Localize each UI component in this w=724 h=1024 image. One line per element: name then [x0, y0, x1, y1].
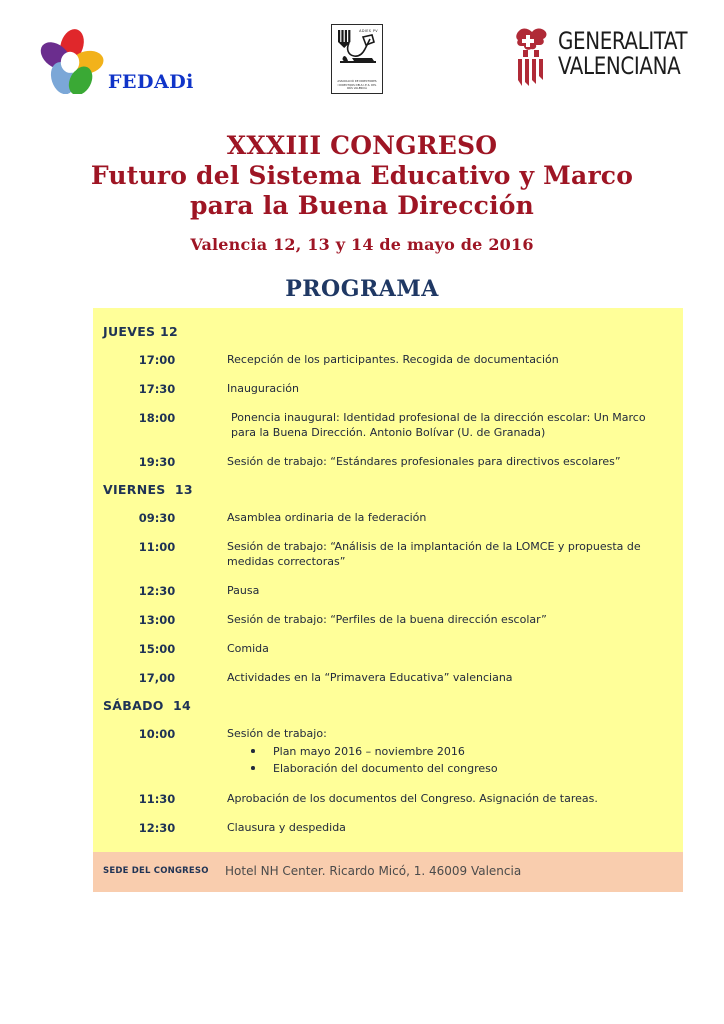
- gva-bat-crown-icon: [512, 26, 554, 88]
- program-row: [93, 374, 683, 403]
- program-row-description: [185, 612, 675, 627]
- program-row-text: Inauguración: [227, 382, 299, 395]
- program-row-time: 17:30: [138, 382, 176, 396]
- program-row-text: Ponencia inaugural: Identidad profesional de la dirección escolar: Un Marco para la Buena Dirección. Antonio Bolívar (U. de Granada): [231, 411, 646, 439]
- generalitat-valenciana-logo: [512, 26, 687, 88]
- program-table: [93, 308, 683, 892]
- program-row-text: Recepción de los participantes. Recogida de documentación: [227, 353, 559, 366]
- program-row-text: Aprobación de los documentos del Congreso. Asignación de tareas.: [227, 792, 598, 805]
- program-row-time: 15:00: [138, 642, 176, 656]
- day-heading: SÁBADO 14: [103, 698, 191, 713]
- program-row-description: [185, 410, 675, 440]
- program-row-text: Pausa: [227, 584, 260, 597]
- program-row: [93, 813, 683, 842]
- program-row-text: Sesión de trabajo:: [227, 727, 327, 740]
- program-row-time: 17,00: [138, 671, 176, 685]
- adies-emblem: [332, 25, 382, 71]
- gva-wordmark-line2: VALENCIANA: [558, 52, 681, 80]
- adies-title: ADIES PV: [359, 29, 378, 33]
- program-row-description: [185, 352, 675, 367]
- header-logo-band: [0, 0, 724, 115]
- adies-caption: [332, 80, 382, 91]
- program-row-description: [185, 454, 675, 469]
- bullet-icon: [251, 749, 255, 753]
- program-row: [93, 532, 683, 576]
- program-row: [93, 784, 683, 813]
- program-row-description: [185, 641, 675, 656]
- program-row: [93, 447, 683, 476]
- congress-title-line1: XXXIII CONGRESO: [226, 131, 498, 160]
- title-block: [0, 131, 724, 302]
- program-row-text: Clausura y despedida: [227, 821, 346, 834]
- congress-title-line3: para la Buena Dirección: [189, 191, 535, 220]
- program-row-time: 19:30: [138, 455, 176, 469]
- program-row: [93, 719, 683, 784]
- program-row-time: 11:30: [138, 792, 176, 806]
- program-row: [93, 576, 683, 605]
- adies-caption-line3: PAÍS VALENCIÀ: [347, 87, 367, 91]
- program-row: [93, 503, 683, 532]
- program-row-time: 09:30: [138, 511, 176, 525]
- program-row-time: 12:30: [138, 584, 176, 598]
- program-row-bullet-list: [227, 743, 665, 777]
- program-body: [93, 308, 683, 852]
- program-row-description: [185, 510, 675, 525]
- program-row-description: [185, 726, 675, 777]
- program-row: [93, 634, 683, 663]
- program-row-time: 17:00: [138, 353, 176, 367]
- program-row-description: [185, 670, 675, 685]
- adies-pv-logo: [331, 24, 383, 94]
- program-row-description: [185, 791, 675, 806]
- venue-label: SEDE DEL CONGRESO: [103, 866, 209, 876]
- program-row-description: [185, 381, 675, 396]
- adies-caption-line1: ASSOCIACIÓ DE DIRECTORES: [337, 80, 377, 84]
- program-row-description: [185, 539, 675, 569]
- program-row-text: Sesión de trabajo: “Estándares profesionales para directivos escolares”: [227, 455, 621, 468]
- fedadi-flower-icon: [38, 28, 106, 94]
- gva-wordmark-line1: GENERALITAT: [558, 27, 688, 55]
- program-row-text: Actividades en la “Primavera Educativa” valenciana: [227, 671, 513, 684]
- program-row-time: 12:30: [138, 821, 176, 835]
- program-row: [93, 605, 683, 634]
- program-row-text: Comida: [227, 642, 269, 655]
- program-row-text: Asamblea ordinaria de la federación: [227, 511, 427, 524]
- list-item: [249, 760, 665, 777]
- program-row-description: [185, 820, 675, 835]
- program-row-text: Sesión de trabajo: “Análisis de la implantación de la LOMCE y propuesta de medidas correctoras”: [227, 540, 641, 568]
- day-heading: JUEVES 12: [103, 324, 179, 339]
- adies-caption-line2: I DIRECTORS DELS I.E.S. DEL: [337, 83, 377, 87]
- list-item-label: Plan mayo 2016 – noviembre 2016: [273, 745, 465, 758]
- page-title: PROGRAMA: [285, 276, 439, 302]
- program-row: [93, 345, 683, 374]
- congress-date: Valencia 12, 13 y 14 de mayo de 2016: [190, 235, 534, 254]
- program-row: [93, 403, 683, 447]
- fedadi-wordmark: FEDADi: [108, 71, 194, 93]
- list-item: [249, 743, 665, 760]
- bullet-icon: [251, 766, 255, 770]
- program-row-text: Sesión de trabajo: “Perfiles de la buena dirección escolar”: [227, 613, 547, 626]
- program-row-time: 10:00: [138, 727, 176, 741]
- program-row-time: 18:00: [138, 411, 176, 425]
- gva-wordmark: [558, 29, 687, 79]
- program-row: [93, 663, 683, 692]
- congress-title-line2: Futuro del Sistema Educativo y Marco: [90, 161, 634, 190]
- program-row-time: 11:00: [138, 540, 176, 554]
- program-row-time: 13:00: [138, 613, 176, 627]
- fedadi-logo: [38, 28, 198, 103]
- program-row-description: [185, 583, 675, 598]
- venue-value: Hotel NH Center. Ricardo Micó, 1. 46009 Valencia: [225, 864, 522, 878]
- day-heading: VIERNES 13: [103, 482, 193, 497]
- venue-row: [93, 852, 683, 892]
- list-item-label: Elaboración del documento del congreso: [273, 762, 498, 775]
